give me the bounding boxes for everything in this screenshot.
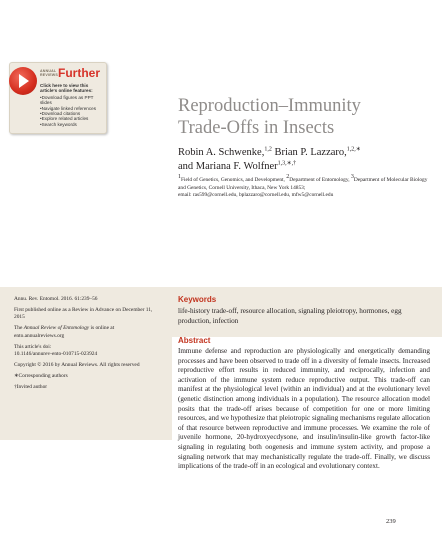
affiliations: $^1$Field of Genetics, Genomics, and Development, $^2$Department of Entomology, $^3$Department of Molecular Biology and Genetics, Cornell University, Ithaca, New York 14853; email: ras599@cornell.edu, bplazzaro@cornell.edu, mfw5@cornell.edu: [178, 174, 428, 199]
abstract-heading: Abstract: [178, 336, 211, 345]
page-number: 239: [386, 518, 396, 525]
annual-reviews-further-badge[interactable]: [9, 62, 107, 134]
copyright: Copyright © 2016 by Annual Reviews. All rights reserved: [14, 362, 140, 369]
author-emails: email: ras599@cornell.edu, bplazzaro@cornell.edu, mfw5@cornell.edu: [178, 192, 334, 199]
play-icon: [9, 67, 37, 95]
first-published: First published online as a Review in Advance on December 11, 2015: [14, 307, 153, 321]
author-list: Robin A. Schwenke,$^{1,2}$ Brian P. Lazzaro,$^{1,2,∗}$ and Mariana F. Wolfner$^{1,3,∗,\dagger}$: [178, 146, 361, 172]
keywords-heading: Keywords: [178, 295, 217, 304]
invited-note: †Invited author: [14, 384, 48, 391]
badge-feature-list: [40, 83, 106, 127]
badge-item[interactable]: • Navigate linked references: [40, 106, 106, 111]
citation: Annu. Rev. Entomol. 2016. 61:239–56: [14, 296, 98, 302]
article-title: Reproduction–Immunity Trade-Offs in Insects: [178, 96, 361, 138]
badge-intro[interactable]: Click here to view this article's online features:: [40, 83, 93, 94]
annual-reviews-logo: ANNUAL REVIEWS: [40, 69, 58, 77]
author-name: Mariana F. Wolfner: [195, 160, 278, 172]
article-metadata: [14, 296, 164, 396]
author-name: Robin A. Schwenke,: [178, 147, 265, 158]
badge-item[interactable]: • Explore related articles: [40, 116, 106, 121]
badge-title: Further: [58, 66, 100, 80]
journal-note: The Annual Review of Entomology is online at ento.annualreviews.org: [14, 325, 115, 339]
doi[interactable]: This article's doi: 10.1146/annurev-ento-010715-023924: [14, 343, 98, 358]
badge-item[interactable]: • Search keywords: [40, 122, 106, 127]
abstract-text: Immune defense and reproduction are physiologically and energetically demanding processes and have been observed to trade off in a diversity of female insects. Increased reproductive effort results in reduced immunity, and reciprocally, infection and activation of the immune system reduce reproductive output. This trade-off can manifest at the physiological level (within an individual) and at the evolutionary level (genetic distinction among individuals in a population). The resource allocation model posits that the trade-off arises because of competition for one or more limiting resources, and we hypothesize that pleiotropic signaling mechanisms regulate allocation of that resource between reproductive and immune processes. We examine the role of juvenile hormone, 20-hydroxyecdysone, and insulin/insulin-like growth factor-like signaling in regulating both oogenesis and immune system activity, and propose a signaling network that may mechanistically regulate the trade-off. Finally, we discuss implications of the trade-off in an ecological and evolutionary context.: [178, 347, 430, 471]
corresponding-note: ∗Corresponding authors: [14, 373, 68, 380]
badge-item[interactable]: • Download citations: [40, 111, 106, 116]
keywords-text: life-history trade-off, resource allocation, signaling pleiotropy, hormones, egg production, infection: [178, 307, 402, 325]
author-name: Brian P. Lazzaro,: [274, 147, 347, 158]
badge-item[interactable]: • Download figures as PPT slides: [40, 95, 106, 106]
